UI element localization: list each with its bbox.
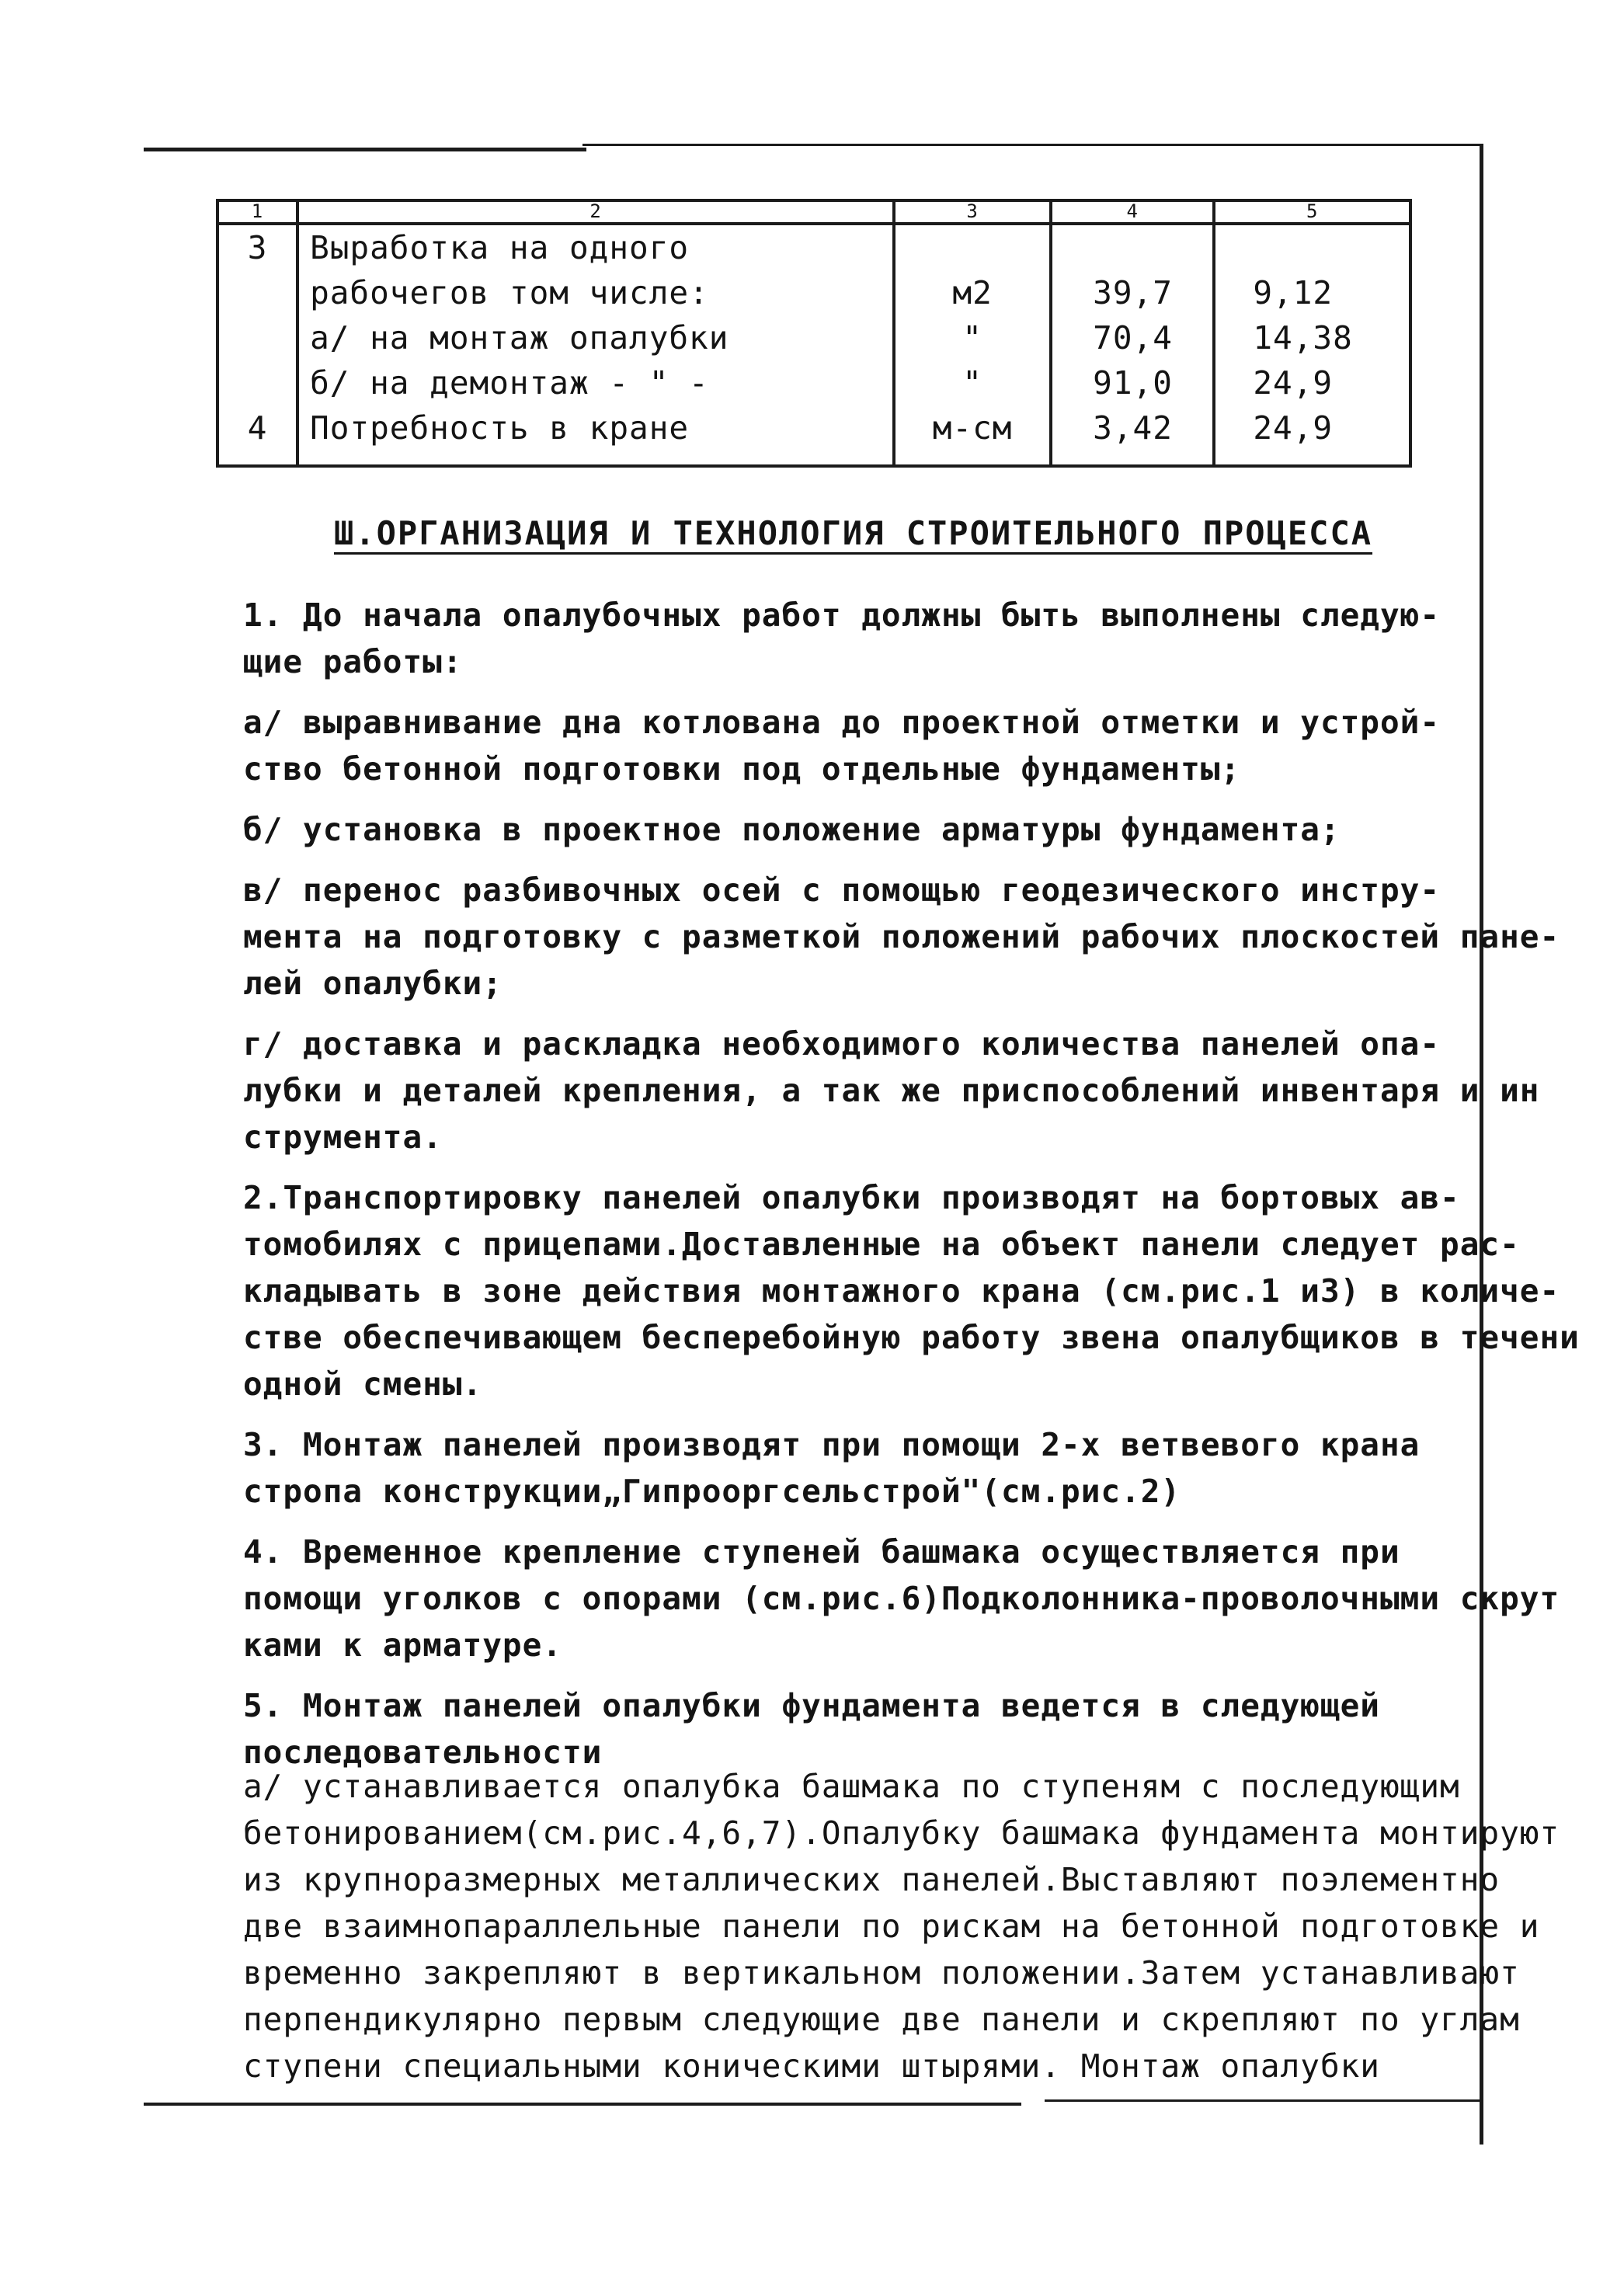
paragraph [169, 1174, 1580, 1407]
row-value-4: 39,7 [1051, 224, 1214, 315]
table-row [217, 315, 1410, 360]
paragraph-line: лубки и деталей крепления, а так же приспособлений инвентаря и ин [243, 1072, 1540, 1109]
paragraph-line: 3. Монтаж панелей производят при помощи 2-х ветвевого крана [243, 1426, 1421, 1463]
paragraph-line: 4. Временное крепление ступеней башмака осуществляется при [243, 1533, 1400, 1571]
paragraph-line: струмента. [243, 1118, 443, 1156]
row-name: Потребность в кране [297, 405, 894, 466]
table-header-cell: 5 [1214, 200, 1410, 224]
paragraph-line: 2.Транспортировку панелей опалубки производят на бортовых ав- [243, 1179, 1460, 1216]
paragraph [169, 1763, 1560, 2089]
row-number [217, 315, 297, 360]
paragraph-line: ство бетонной подготовки под отдельные фундаменты; [243, 750, 1241, 788]
indicators-table [216, 199, 1412, 468]
row-name: б/ на демонтаж - " - [297, 360, 894, 405]
page-border-top [144, 148, 586, 151]
paragraph-line: ками к арматуре. [243, 1626, 562, 1664]
row-number [217, 360, 297, 405]
paragraph-line: а/ выравнивание дна котлована до проектной отметки и устрой- [243, 704, 1441, 741]
table-row [217, 360, 1410, 405]
table-header-cell: 2 [297, 200, 894, 224]
row-name [297, 224, 894, 315]
row-value-5: 9,12 [1214, 224, 1410, 315]
row-value-5: 24,9 [1214, 405, 1410, 466]
row-unit: м2 [894, 224, 1051, 315]
paragraph-line: 1. До начала опалубочных работ должны быть выполнены следую- [243, 597, 1441, 634]
paragraph [169, 1021, 1540, 1160]
paragraph-line: временно закрепляют в вертикальном положении.Затем устанавливают [243, 1954, 1520, 1991]
paragraph-line: лей опалубки; [243, 965, 503, 1002]
paragraph-line: перпендикулярно первым следующие две панели и скрепляют по углам [243, 2001, 1520, 2038]
row-unit: " [894, 315, 1051, 360]
row-value-5: 24,9 [1214, 360, 1410, 405]
table-header-row [217, 200, 1410, 224]
paragraph-line: две взаимнопараллельные панели по рискам на бетонной подготовке и [243, 1908, 1540, 1945]
row-name-line: в том числе: [469, 274, 709, 311]
paragraph-line: последовательности [243, 1734, 603, 1771]
row-name: а/ на монтаж опалубки [297, 315, 894, 360]
paragraph-line: стве обеспечивающем бесперебойную работу звена опалубщиков в течени [243, 1319, 1580, 1356]
row-value-4: 70,4 [1051, 315, 1214, 360]
section-heading: Ш.ОРГАНИЗАЦИЯ И ТЕХНОЛОГИЯ СТРОИТЕЛЬНОГО ПРОЦЕССА [334, 514, 1373, 552]
paragraph [169, 806, 1482, 853]
body-text-continuation [169, 1763, 1560, 2103]
paragraph-line: а/ устанавливается опалубка башмака по ступеням с последующим [243, 1768, 1460, 1805]
paragraph-line: б/ установка в проектное положение арматуры фундамента; [243, 811, 1341, 848]
paragraph-line: одной смены. [243, 1365, 483, 1403]
row-unit: " [894, 360, 1051, 405]
row-number: 4 [217, 405, 297, 466]
paragraph-line: 5. Монтаж панелей опалубки фундамента ведется в следующей [243, 1687, 1380, 1724]
paragraph-line: ступени специальными коническими штырями. Монтаж опалубки [243, 2047, 1380, 2085]
paragraph [169, 699, 1482, 792]
paragraph-line: в/ перенос разбивочных осей с помощью геодезического инстру- [243, 871, 1441, 909]
page-border-top-segment [582, 144, 1483, 146]
paragraph [169, 1682, 1482, 1776]
row-number: 3 [217, 224, 297, 315]
row-name-line: Выработка на одного рабочего [310, 229, 690, 311]
paragraph-line: помощи уголков с опорами (см.рис.6)Подколонника-проволочными скрут [243, 1580, 1560, 1617]
paragraph [169, 592, 1482, 685]
table-header-cell: 4 [1051, 200, 1214, 224]
row-value-5: 14,38 [1214, 315, 1410, 360]
row-unit: м-см [894, 405, 1051, 466]
paragraph-line: г/ доставка и раскладка необходимого количества панелей опа- [243, 1025, 1441, 1063]
paragraph-line: щие работы: [243, 643, 463, 680]
paragraph-line: кладывать в зоне действия монтажного крана (см.рис.1 и3) в количе- [243, 1272, 1560, 1310]
table-header-cell: 3 [894, 200, 1051, 224]
table-row [217, 405, 1410, 466]
paragraph-line: мента на подготовку с разметкой положений рабочих плоскостей пане- [243, 918, 1560, 955]
table-row [217, 224, 1410, 315]
paragraph-line: стропа конструкции„Гипрооргсельстрой"(см.рис.2) [243, 1473, 1181, 1510]
body-text-bold [169, 592, 1580, 1790]
paragraph [169, 1421, 1482, 1515]
table-header-cell: 1 [217, 200, 297, 224]
paragraph-line: томобилях с прицепами.Доставленные на объект панели следует рас- [243, 1226, 1520, 1263]
paragraph [169, 1529, 1560, 1668]
paragraph [169, 867, 1560, 1007]
paragraph-line: из крупноразмерных металлических панелей.Выставляют поэлементно [243, 1861, 1501, 1898]
row-value-4: 91,0 [1051, 360, 1214, 405]
paragraph-line: бетонированием(см.рис.4,6,7).Опалубку башмака фундамента монтируют [243, 1814, 1560, 1852]
row-value-4: 3,42 [1051, 405, 1214, 466]
